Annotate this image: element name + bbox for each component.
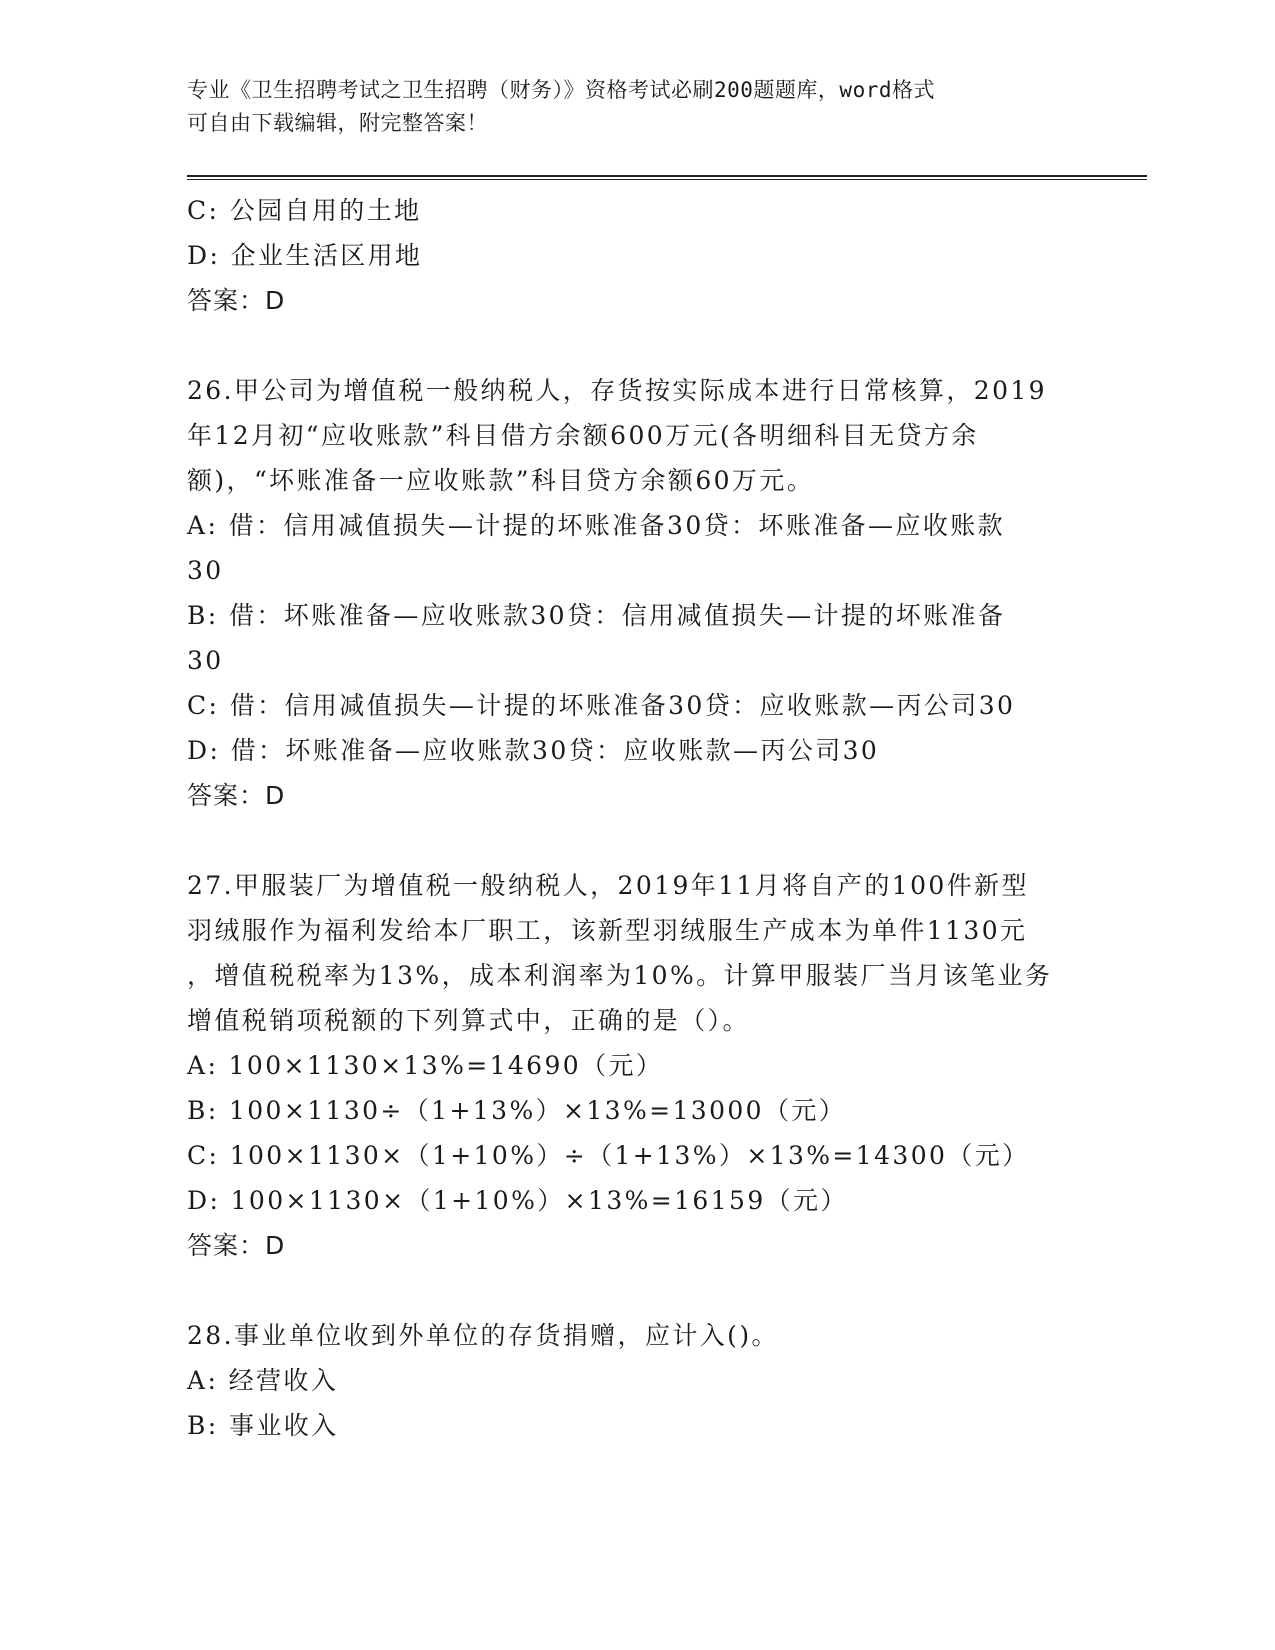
header-line-1: 专业《卫生招聘考试之卫生招聘（财务）》资格考试必刷200题题库，word格式: [187, 78, 935, 102]
q27-stem-line: 增值税销项税额的下列算式中，正确的是（）。: [187, 1006, 750, 1035]
q26-option-a-cont: 30: [187, 556, 224, 585]
q27-stem-line: 羽绒服作为福利发给本厂职工，该新型羽绒服生产成本为单件1130元: [187, 916, 1028, 945]
q28-option-b: B: 事业收入: [187, 1411, 339, 1440]
q26-option-d: D: 借：坏账准备—应收账款30贷：应收账款—丙公司30: [187, 736, 880, 765]
q26-option-a: A: 借：信用减值损失—计提的坏账准备30贷：坏账准备—应收账款: [187, 511, 1006, 540]
document-header: [187, 74, 1067, 140]
q26-answer: 答案：D: [187, 781, 286, 810]
q26-stem-line: 26.甲公司为增值税一般纳税人，存货按实际成本进行日常核算，2019: [187, 376, 1047, 405]
q27-option-a: A: 100×1130×13%=14690（元）: [187, 1051, 664, 1080]
q27-stem-line: ，增值税税率为13%，成本利润率为10%。计算甲服装厂当月该笔业务: [187, 961, 1053, 990]
q26-stem-line: 额)，“坏账准备一应收账款”科目贷方余额60万元。: [187, 466, 815, 495]
q26-option-c: C: 借：信用减值损失—计提的坏账准备30贷：应收账款—丙公司30: [187, 691, 1016, 720]
prev-option-c: C: 公园自用的土地: [187, 196, 422, 225]
spacer: [187, 323, 1067, 368]
prev-option-d: D: 企业生活区用地: [187, 241, 423, 270]
header-line-2: 可自由下载编辑，附完整答案！: [187, 111, 488, 135]
prev-answer: 答案：D: [187, 286, 286, 315]
q26-stem-line: 年12月初“应收账款”科目借方余额600万元(各明细科目无贷方余: [187, 421, 979, 450]
spacer: [187, 1268, 1067, 1313]
document-body: [187, 188, 1067, 1448]
q28-stem: 28.事业单位收到外单位的存货捐赠，应计入()。: [187, 1321, 779, 1350]
q27-option-d: D: 100×1130×（1+10%）×13%=16159（元）: [187, 1186, 848, 1215]
q27-option-c: C: 100×1130×（1+10%）÷（1+13%）×13%=14300（元）: [187, 1141, 1030, 1170]
q26-option-b: B: 借：坏账准备—应收账款30贷：信用减值损失—计提的坏账准备: [187, 601, 1006, 630]
q27-answer: 答案：D: [187, 1231, 286, 1260]
q28-option-a: A: 经营收入: [187, 1366, 339, 1395]
q26-option-b-cont: 30: [187, 646, 224, 675]
q27-option-b: B: 100×1130÷（1+13%）×13%=13000（元）: [187, 1096, 847, 1125]
header-divider: [187, 175, 1147, 180]
spacer: [187, 818, 1067, 863]
q27-stem-line: 27.甲服装厂为增值税一般纳税人，2019年11月将自产的100件新型: [187, 871, 1029, 900]
